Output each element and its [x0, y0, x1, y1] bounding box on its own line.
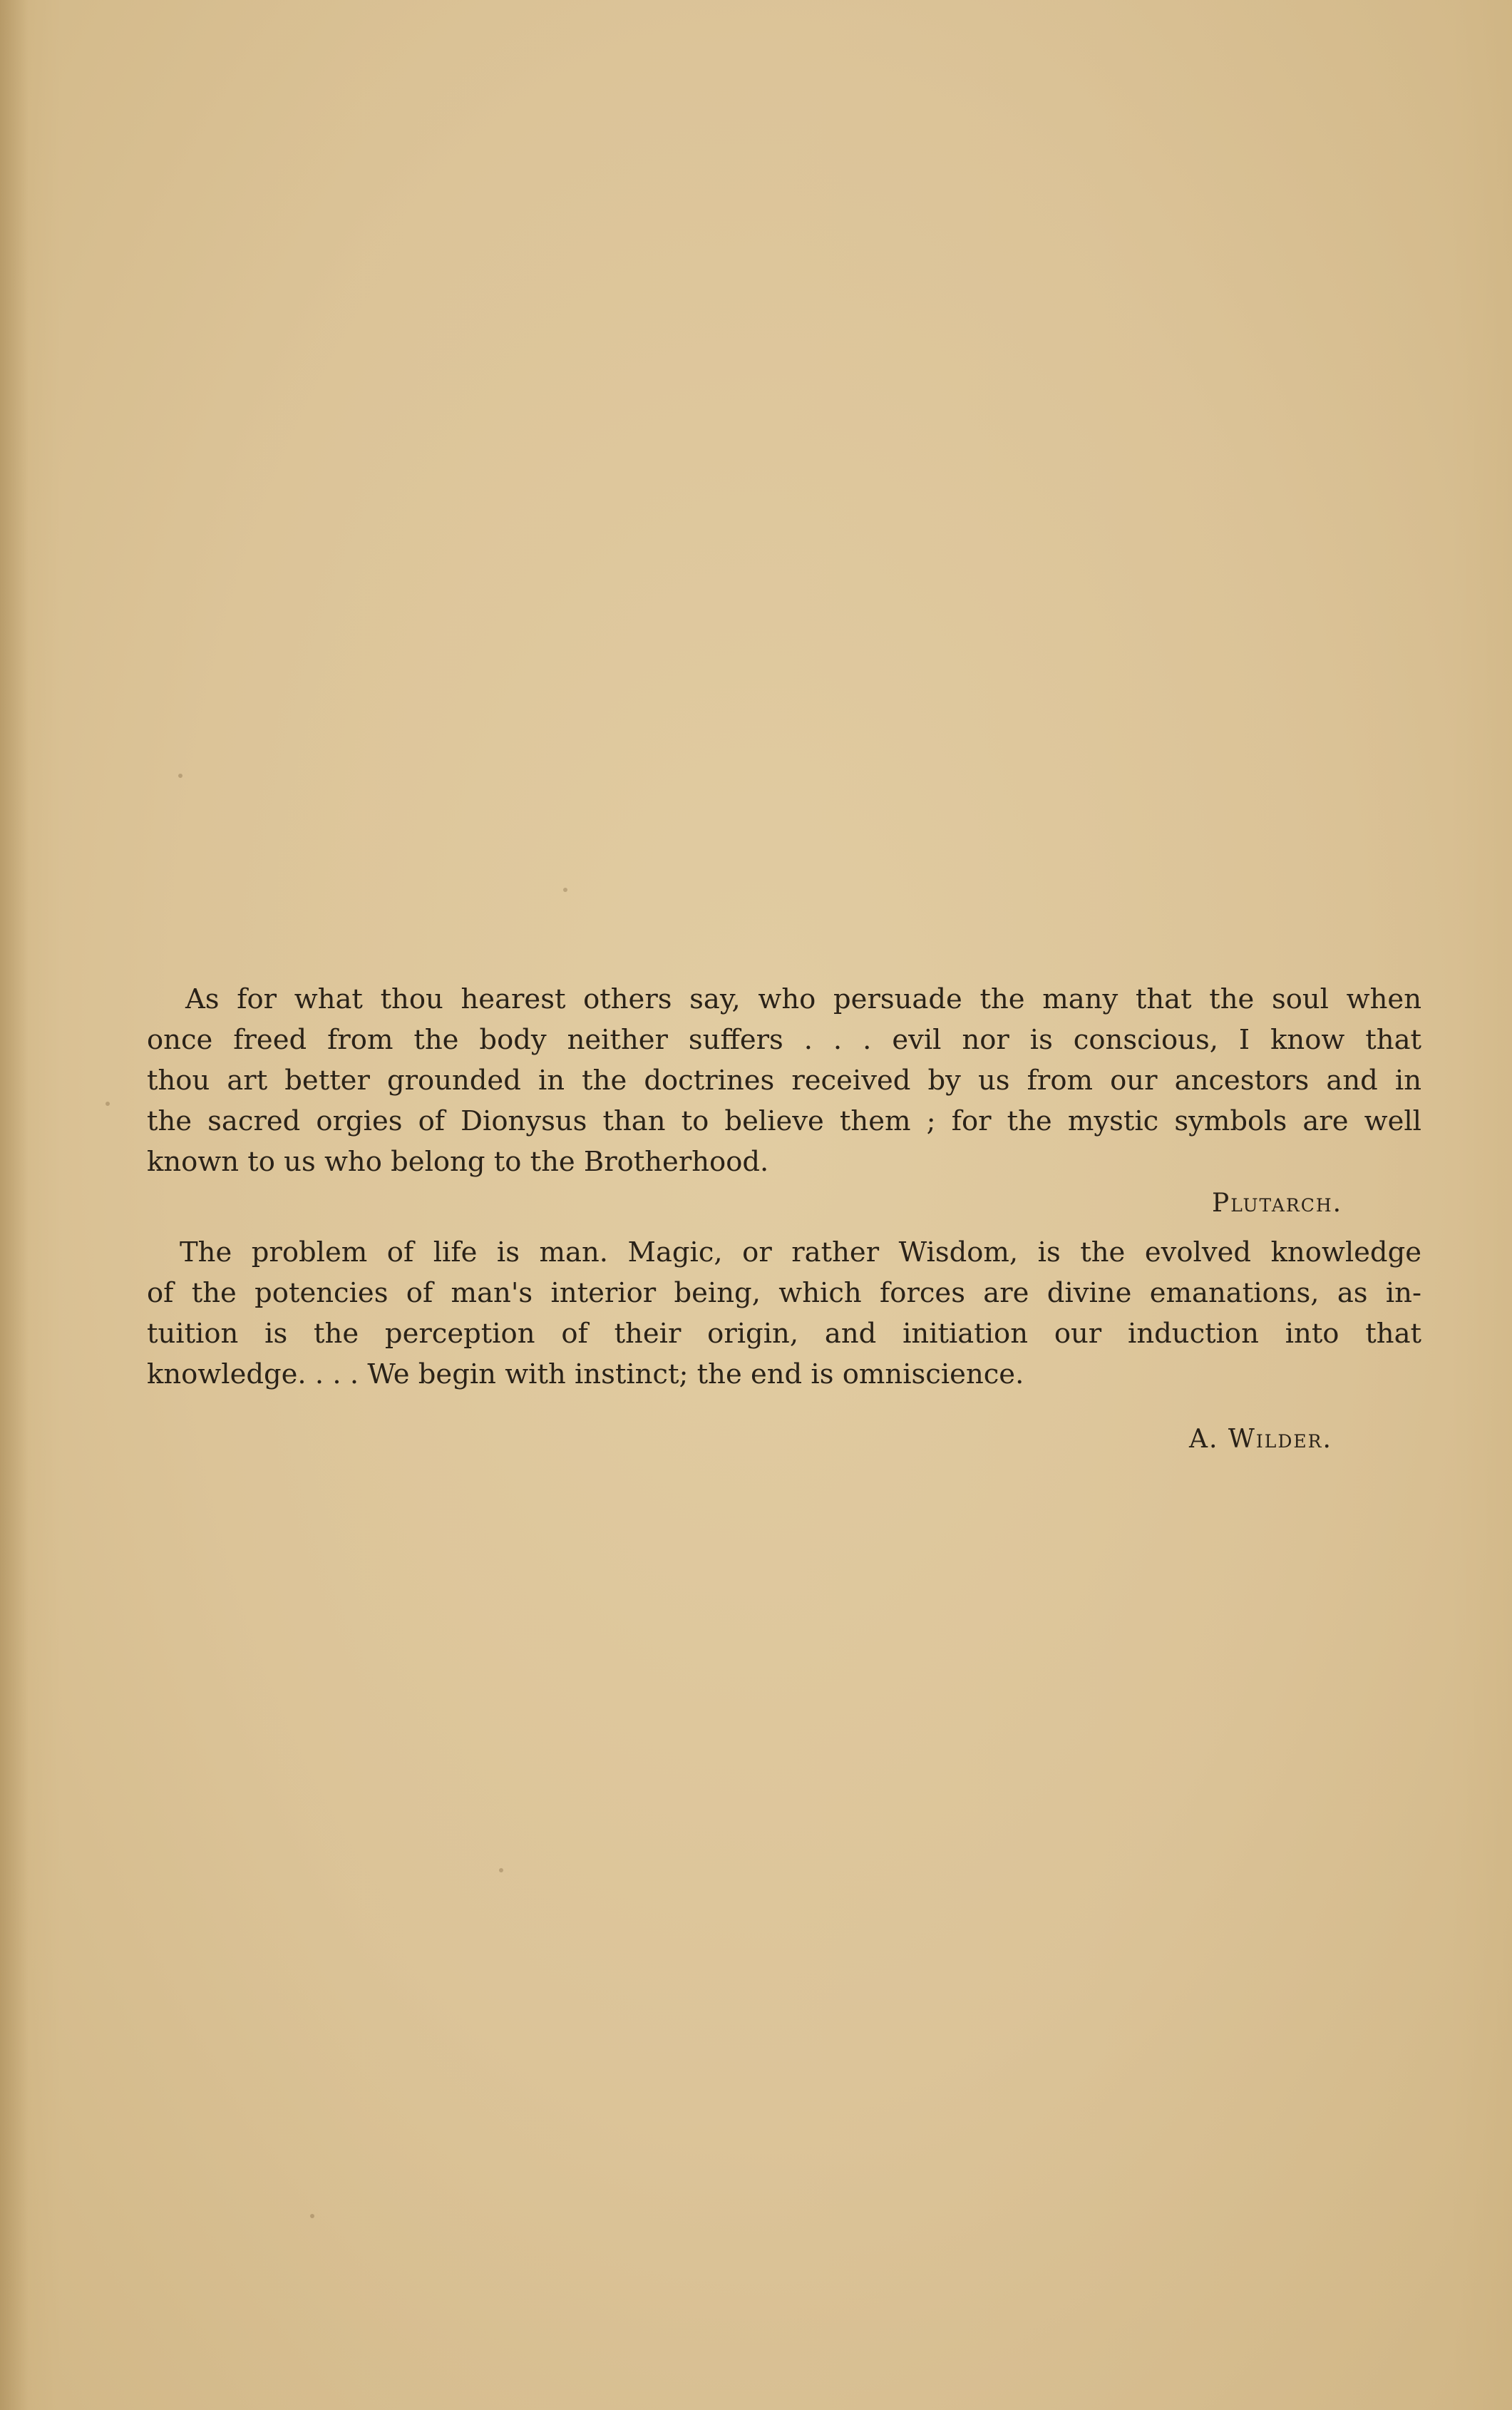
- quote-line: known to us who belong to the Brotherhood.: [147, 1146, 769, 1178]
- paper-speck: [499, 1868, 503, 1872]
- quote-line: of the potencies of man's interior being, which forces are divine emanations, as in-: [147, 1277, 1421, 1309]
- paper-speck: [106, 1102, 110, 1106]
- quote-line: once freed from the body neither suffers . . . evil nor is conscious, I know that: [147, 1024, 1421, 1056]
- page-edge-shadow: [0, 0, 29, 2410]
- plutarch-quote: [147, 979, 1421, 1182]
- wilder-attribution: A. Wilder.: [1189, 1425, 1332, 1454]
- quote-line: tuition is the perception of their origin, and initiation our induction into that: [147, 1318, 1421, 1350]
- paper-speck: [563, 888, 567, 892]
- paper-speck: [310, 2214, 314, 2218]
- wilder-quote: [147, 1232, 1421, 1395]
- quote-line: knowledge. . . . We begin with instinct; the end is omniscience.: [147, 1358, 1024, 1390]
- plutarch-attribution: Plutarch.: [1212, 1189, 1343, 1218]
- quote-line: The problem of life is man. Magic, or rather Wisdom, is the evolved knowledge: [180, 1236, 1421, 1268]
- quote-line: thou art better grounded in the doctrines received by us from our ancestors and in: [147, 1065, 1421, 1097]
- quote-line: the sacred orgies of Dionysus than to believe them ; for the mystic symbols are well: [147, 1105, 1421, 1137]
- quote-line: As for what thou hearest others say, who persuade the many that the soul when: [185, 983, 1421, 1015]
- paper-speck: [178, 774, 182, 778]
